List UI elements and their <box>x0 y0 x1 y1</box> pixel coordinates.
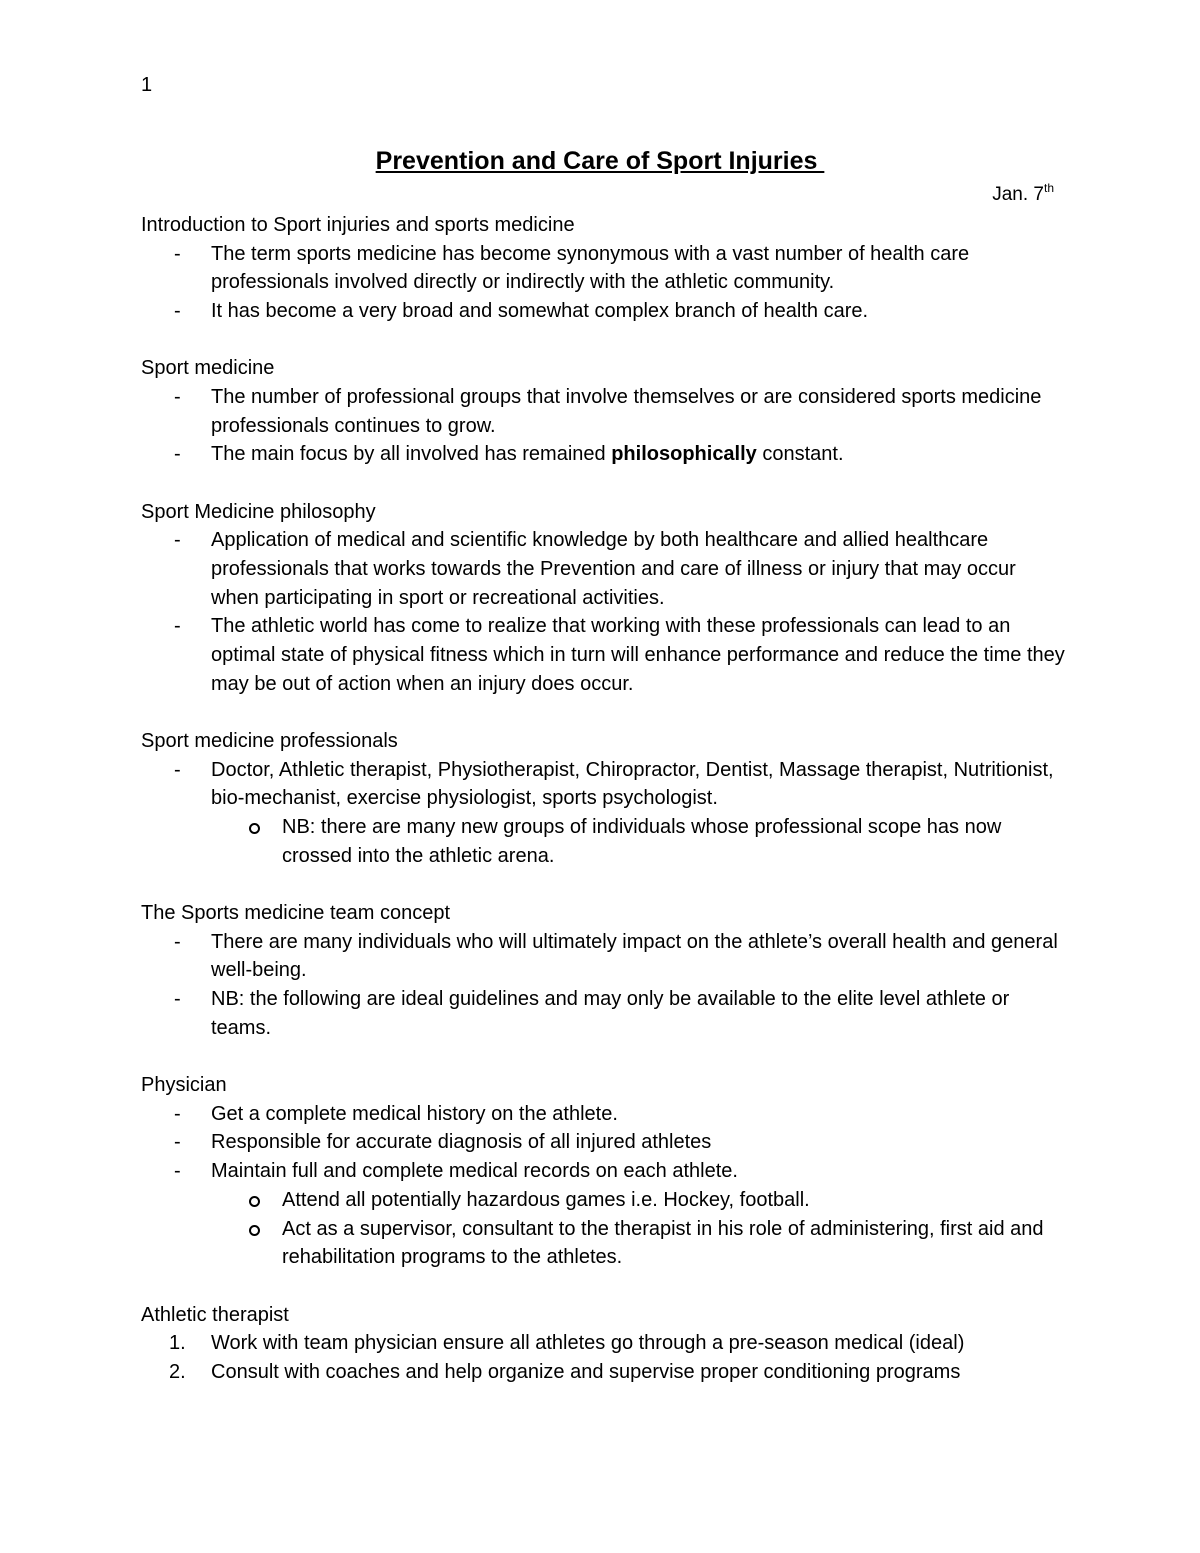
dash-marker: - <box>174 386 181 409</box>
list-item <box>141 612 1066 698</box>
sub-bullet-list <box>211 1186 1066 1272</box>
list-item-text: The term sports medicine has become synonymous with a vast number of health care professionals involved directly or indirectly with the athletic community. <box>211 242 970 294</box>
list-item <box>141 297 1066 326</box>
list-item <box>141 1100 1066 1129</box>
emphasized-word: philosophically <box>611 443 757 466</box>
numbered-list <box>141 1329 1066 1386</box>
list-item-text: There are many individuals who will ultimately impact on the athlete’s overall health and general well-being. <box>211 930 1058 982</box>
sub-list-item-text: Attend all potentially hazardous games i.e. Hockey, football. <box>282 1188 810 1211</box>
dash-marker: - <box>174 300 181 323</box>
list-item-text: The number of professional groups that involve themselves or are considered sports medicine professionals continues to grow. <box>211 386 1042 437</box>
section-heading: Physician <box>141 1074 227 1097</box>
circle-bullet-icon <box>249 823 260 834</box>
section-heading: Introduction to Sport injuries and sports medicine <box>141 214 575 236</box>
list-item <box>141 383 1066 440</box>
sub-list-item <box>141 813 1066 870</box>
sub-list-item-text: Act as a supervisor, consultant to the therapist in his role of administering, first aid and rehabilitation programs to the athletes. <box>282 1217 1044 1269</box>
item-number: 2. <box>169 1360 186 1383</box>
dash-marker: - <box>174 443 181 466</box>
numbered-item-text: Work with team physician ensure all athletes go through a pre-season medical (ideal) <box>211 1332 965 1355</box>
list-item <box>141 1157 1066 1272</box>
list-item-text: Get a complete medical history on the athlete. <box>211 1102 618 1125</box>
list-item <box>141 240 1066 297</box>
bullet-list <box>141 756 1066 871</box>
dash-marker: - <box>174 529 181 552</box>
list-item-text: Doctor, Athletic therapist, Physiotherapist, Chiropractor, Dentist, Massage therapist, Nutritionist, bio-mechanist, exercise physiologist, sports psychologist. <box>211 758 1054 810</box>
bullet-list <box>141 526 1066 698</box>
section-heading: Athletic therapist <box>141 1303 289 1326</box>
section-physician <box>141 1071 1066 1272</box>
section-athletic-therapist <box>141 1301 1066 1387</box>
bullet-list <box>141 928 1066 1043</box>
bullet-list <box>141 240 1066 326</box>
section-sport-medicine <box>141 354 1066 469</box>
list-item-text: Application of medical and scientific knowledge by both healthcare and allied healthcare professionals that works towards the Prevention and care of illness or injury that may occur when participating in sport or recreational activities. <box>211 529 1016 609</box>
dash-marker: - <box>174 615 181 638</box>
section-heading: Sport medicine professionals <box>141 730 398 753</box>
dash-marker: - <box>174 758 181 781</box>
list-item <box>141 985 1066 1042</box>
circle-bullet-icon <box>249 1196 260 1207</box>
dash-marker: - <box>174 988 181 1011</box>
list-item-text: Maintain full and complete medical records on each athlete. <box>211 1160 738 1183</box>
numbered-item-text: Consult with coaches and help organize and supervise proper conditioning programs <box>211 1360 961 1383</box>
bullet-list <box>141 1100 1066 1272</box>
list-item-text: Responsible for accurate diagnosis of all injured athletes <box>211 1131 712 1154</box>
section-introduction <box>141 211 1066 326</box>
date-superscript: th <box>1043 181 1054 195</box>
dash-marker: - <box>174 1131 181 1154</box>
document-title: Prevention and Care of Sport Injuries <box>375 147 825 175</box>
list-item-text-before: The main focus by all involved has remained <box>211 443 612 466</box>
numbered-item <box>141 1329 1066 1358</box>
list-item <box>141 928 1066 985</box>
list-item <box>141 1128 1066 1157</box>
list-item <box>141 526 1066 612</box>
item-number: 1. <box>169 1332 186 1355</box>
list-item-text: NB: the following are ideal guidelines and may only be available to the elite level athlete or teams. <box>211 988 1010 1039</box>
circle-bullet-icon <box>249 1225 260 1236</box>
dash-marker: - <box>174 1160 181 1183</box>
section-heading: Sport Medicine philosophy <box>141 500 376 523</box>
bullet-list <box>141 383 1066 469</box>
section-heading: The Sports medicine team concept <box>141 902 451 925</box>
section-team-concept <box>141 899 1066 1043</box>
sub-bullet-list <box>211 813 1066 870</box>
list-item <box>141 440 1066 469</box>
sub-list-item-text: NB: there are many new groups of individuals whose professional scope has now crossed into the athletic arena. <box>282 816 1002 867</box>
sub-list-item <box>141 1186 1066 1215</box>
section-philosophy <box>141 498 1066 699</box>
dash-marker: - <box>174 242 181 265</box>
dash-marker: - <box>174 1102 181 1125</box>
page-number: 1 <box>141 74 153 96</box>
date-text: Jan. 7 <box>992 184 1044 205</box>
section-heading: Sport medicine <box>141 357 275 380</box>
document-body <box>141 211 1066 1415</box>
document-date <box>992 181 1054 206</box>
list-item-text: It has become a very broad and somewhat complex branch of health care. <box>211 300 869 323</box>
dash-marker: - <box>174 930 181 953</box>
list-item <box>141 756 1066 871</box>
list-item-text-after: constant. <box>756 443 844 466</box>
numbered-item <box>141 1358 1066 1387</box>
section-professionals <box>141 727 1066 871</box>
list-item-text: The athletic world has come to realize that working with these professionals can lead to an optimal state of physical fitness which in turn will enhance performance and reduce the time they may be out of action when an injury does occur. <box>211 615 1065 695</box>
sub-list-item <box>141 1215 1066 1272</box>
